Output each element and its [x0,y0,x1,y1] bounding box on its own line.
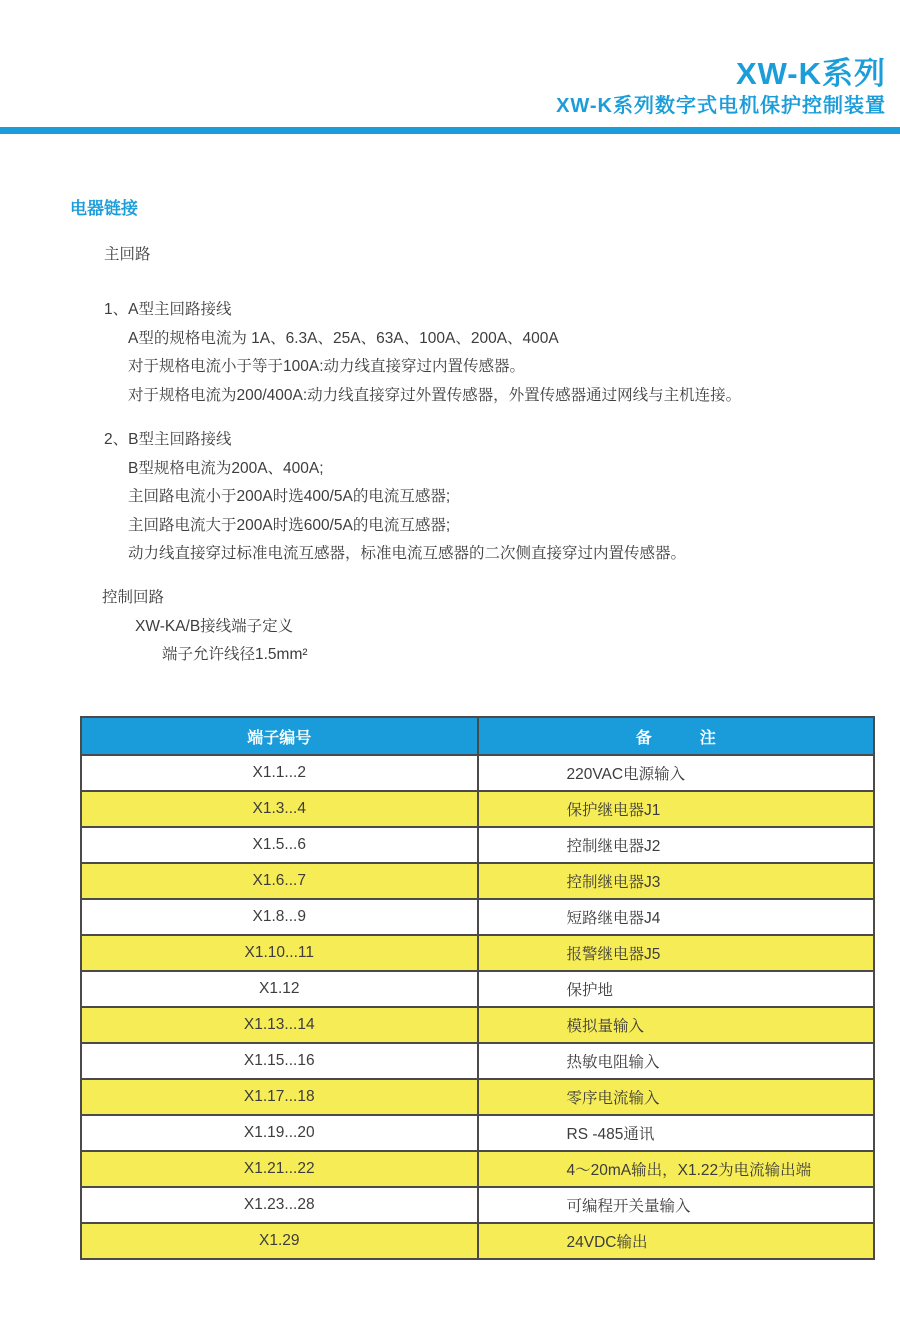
terminal-number-cell: X1.6...7 [81,863,478,899]
terminal-definition-subheading: XW-KA/B接线端子定义 [135,618,294,635]
table-header-row [81,717,874,755]
table-row [81,899,874,935]
terminal-number-cell: X1.13...14 [81,1007,478,1043]
terminal-number-cell: X1.17...18 [81,1079,478,1115]
table-row [81,1079,874,1115]
series-title: XW-K系列 [735,56,886,91]
terminal-number-cell: X1.1...2 [81,755,478,791]
remark-cell: 控制继电器J2 [478,827,875,863]
column-header-remark: 备 注 [478,717,875,755]
type-a-wiring-block [104,296,741,410]
terminal-number-cell: X1.29 [81,1223,478,1259]
type-b-wiring-block [104,426,686,569]
remark-cell: 可编程开关量输入 [478,1187,875,1223]
terminal-number-cell: X1.10...11 [81,935,478,971]
type-a-line: 对于规格电流为200/400A:动力线直接穿过外置传感器，外置传感器通过网线与主机连接。 [128,386,742,404]
terminal-number-cell: X1.21...22 [81,1151,478,1187]
table-row [81,1187,874,1223]
table-row [81,755,874,791]
table-row [81,827,874,863]
series-subtitle: XW-K系列数字式电机保护控制装置 [556,94,886,117]
terminal-definition-table [80,716,875,1260]
type-b-line: B型规格电流为200A、400A; [128,459,324,477]
terminal-table-body [81,755,874,1259]
terminal-number-cell: X1.19...20 [81,1115,478,1151]
type-a-line: A型的规格电流为 1A、6.3A、25A、63A、100A、200A、400A [128,329,559,347]
remark-cell: RS -485通讯 [478,1115,875,1151]
table-row [81,1115,874,1151]
remark-cell: 4～20mA输出，X1.22为电流输出端 [478,1151,875,1187]
remark-cell: 短路继电器J4 [478,899,875,935]
terminal-number-cell: X1.5...6 [81,827,478,863]
remark-cell: 热敏电阻输入 [478,1043,875,1079]
remark-cell: 保护继电器J1 [478,791,875,827]
type-b-line: 主回路电流小于200A时选400/5A的电流互感器; [128,488,451,505]
table-row [81,1223,874,1259]
type-a-line: 对于规格电流小于等于100A:动力线直接穿过内置传感器。 [128,358,526,375]
terminal-number-cell: X1.15...16 [81,1043,478,1079]
table-row [81,1007,874,1043]
type-b-line: 主回路电流大于200A时选600/5A的电流互感器; [128,516,451,534]
remark-cell: 模拟量输入 [478,1007,875,1043]
terminal-number-cell: X1.23...28 [81,1187,478,1223]
table-row [81,791,874,827]
terminal-number-cell: X1.3...4 [81,791,478,827]
type-b-title: 2、B型主回路接线 [104,431,232,448]
column-header-terminal-number: 端子编号 [81,717,478,755]
header-divider-rule [0,127,900,134]
terminal-number-cell: X1.12 [81,971,478,1007]
type-a-title: 1、A型主回路接线 [104,301,232,318]
table-row [81,1043,874,1079]
table-row [81,935,874,971]
wire-diameter-note: 端子允许线径1.5mm² [162,646,308,663]
document-header [556,56,886,118]
remark-cell: 零序电流输入 [478,1079,875,1115]
remark-cell: 控制继电器J3 [478,863,875,899]
type-b-line: 动力线直接穿过标准电流互感器，标准电流互感器的二次侧直接穿过内置传感器。 [128,545,687,562]
remark-cell: 报警继电器J5 [478,935,875,971]
remark-cell: 220VAC电源输入 [478,755,875,791]
table-row [81,863,874,899]
table-row [81,971,874,1007]
remark-cell: 保护地 [478,971,875,1007]
terminal-number-cell: X1.8...9 [81,899,478,935]
control-circuit-heading: 控制回路 [102,589,165,606]
main-circuit-heading: 主回路 [104,246,151,263]
table-row [81,1151,874,1187]
remark-cell: 24VDC输出 [478,1223,875,1259]
section-title-electrical-connection: 电器链接 [70,199,138,218]
